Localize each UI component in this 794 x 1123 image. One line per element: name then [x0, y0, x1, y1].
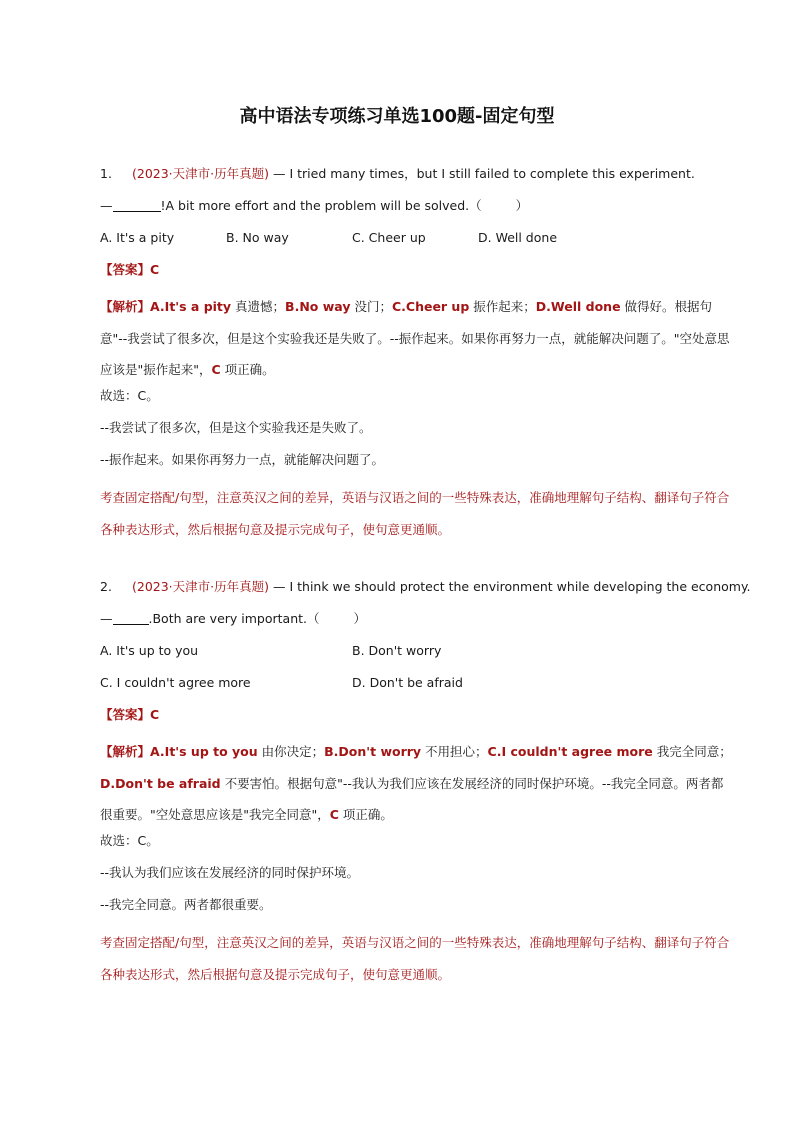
- question-source: (2023·天津市·历年真题): [131, 579, 269, 594]
- translation-line: --我认为我们应该在发展经济的同时保护环境。: [100, 865, 360, 880]
- question-text: — I think we should protect the environment while developing the economy.: [272, 579, 751, 594]
- question-2-stem: [100, 577, 751, 597]
- analysis-option-term: D.Well done: [535, 299, 621, 314]
- choose-line: 故选：C。: [100, 833, 159, 848]
- option-b: B. No way: [226, 230, 289, 245]
- analysis-label: 【解析】: [100, 299, 151, 314]
- answer-value: C: [150, 707, 160, 722]
- option-d: D. Well done: [478, 230, 558, 245]
- paren-close: ）: [353, 611, 367, 626]
- answer-label: 【答案】: [100, 707, 151, 722]
- question-number: 1.: [100, 166, 112, 181]
- analysis-segment: 真遗憾；: [231, 299, 286, 314]
- note-text: 考查固定搭配/句型，注意英汉之间的差异，英语与汉语之间的一些特殊表达，准确地理解句子结构、翻译句子符合各种表达形式，然后根据句意及提示完成句子，使句意更通顺。: [100, 935, 730, 982]
- option-d: D. Don't be afraid: [352, 675, 463, 690]
- question-text: .Both are very important.（: [148, 611, 320, 626]
- translation-line: --我尝试了很多次，但是这个实验我还是失败了。: [100, 420, 372, 435]
- analysis-segment: 项正确。: [220, 362, 275, 377]
- analysis-option-term: C: [211, 362, 221, 377]
- question-text: — I tried many times，but I still failed to complete this experiment.: [272, 166, 695, 181]
- option-c: C. Cheer up: [352, 230, 426, 245]
- answer-label: 【答案】: [100, 262, 151, 277]
- paren-close: ）: [515, 198, 529, 213]
- answer-blank: [113, 612, 149, 625]
- analysis-segment: 没门；: [350, 299, 392, 314]
- analysis-option-term: C.Cheer up: [391, 299, 470, 314]
- answer-value: C: [150, 262, 160, 277]
- analysis-segment: 振作起来；: [469, 299, 536, 314]
- page-title: 高中语法专项练习单选100题-固定句型: [239, 106, 555, 127]
- option-a: A. It's up to you: [100, 643, 199, 658]
- translation-line: --振作起来。如果你再努力一点，就能解决问题了。: [100, 452, 385, 467]
- question-1-response: [100, 196, 734, 216]
- answer-line: [100, 705, 734, 725]
- analysis-segment: 不要害怕。根据句意"--我认为我们应该在发展经济的同时保护环境。--我完全同意。两者都很重要。"空处意思应该是"我完全同意"，: [100, 775, 724, 822]
- option-b: B. Don't worry: [352, 643, 442, 658]
- dash: —: [100, 611, 113, 626]
- question-1-stem: [100, 164, 734, 184]
- translation-line: --我完全同意。两者都很重要。: [100, 897, 272, 912]
- analysis-segment: 由你决定；: [257, 744, 325, 759]
- analysis-segment: 项正确。: [338, 807, 393, 822]
- analysis-option-term: A.It's up to you: [150, 744, 258, 759]
- analysis: [100, 736, 734, 831]
- analysis-segment: 不用担心；: [421, 744, 488, 759]
- analysis-option-term: A.It's a pity: [150, 299, 232, 314]
- analysis-option-term: C: [329, 807, 339, 822]
- analysis-text: [100, 744, 732, 822]
- question-2-response: [100, 609, 734, 629]
- analysis-option-term: D.Don't be afraid: [100, 775, 221, 791]
- question-number: 2.: [100, 579, 112, 594]
- analysis: [100, 291, 734, 386]
- analysis-option-term: C.I couldn't agree more: [487, 744, 653, 759]
- answer-blank: [113, 199, 161, 212]
- analysis-option-term: B.Don't worry: [324, 744, 422, 759]
- note-text: 考查固定搭配/句型，注意英汉之间的差异，英语与汉语之间的一些特殊表达，准确地理解句子结构、翻译句子符合各种表达形式，然后根据句意及提示完成句子，使句意更通顺。: [100, 490, 730, 537]
- answer-line: [100, 260, 734, 280]
- option-a: A. It's a pity: [100, 230, 175, 245]
- analysis-option-term: B.No way: [285, 299, 351, 314]
- option-c: C. I couldn't agree more: [100, 675, 251, 690]
- analysis-label: 【解析】: [100, 744, 151, 759]
- analysis-text: [100, 299, 730, 377]
- analysis-segment: 做得好。根据句意"--我尝试了很多次，但是这个实验我还是失败了。--振作起来。如果你再努力一点，就能解决问题了。"空处意思应该是"振作起来"，: [100, 299, 730, 377]
- choose-line: 故选：C。: [100, 388, 159, 403]
- dash: —: [100, 198, 113, 213]
- question-text: !A bit more effort and the problem will be solved.（: [160, 198, 482, 213]
- analysis-segment: 我完全同意；: [652, 744, 732, 759]
- question-source: (2023·天津市·历年真题): [131, 166, 269, 181]
